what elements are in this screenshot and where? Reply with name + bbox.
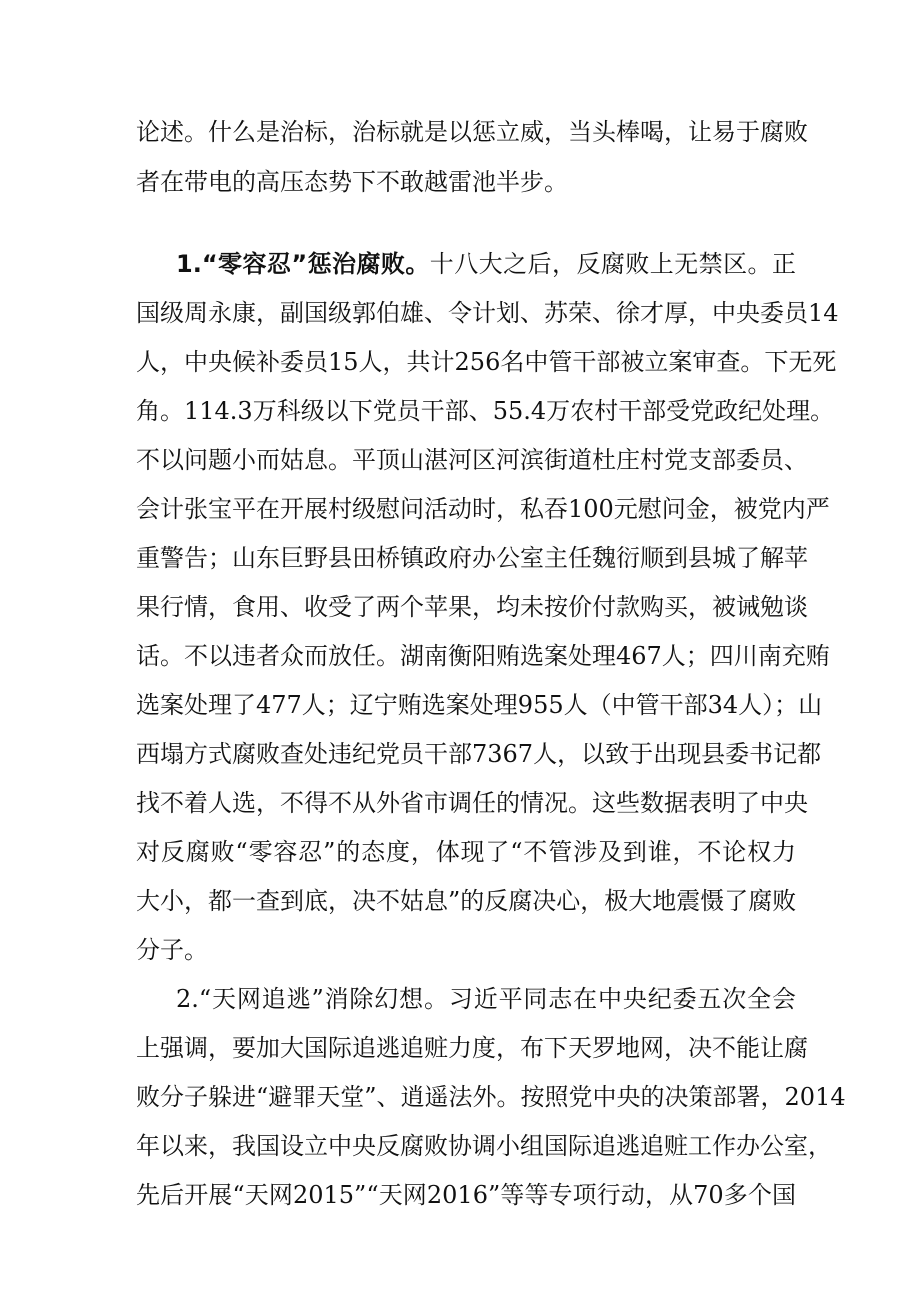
paragraph-line: 话。不以违者众而放任。湖南衡阳贿选案处理467人；四川南充贿: [136, 642, 830, 670]
paragraph-line: 上强调，要加大国际追逃追赃力度，布下天罗地网，决不能让腐: [136, 1034, 808, 1062]
paragraph-line: 论述。什么是治标，治标就是以惩立威，当头棒喝，让易于腐败: [136, 118, 808, 146]
paragraph-line: 找不着人选，不得不从外省市调任的情况。这些数据表明了中央: [136, 789, 808, 817]
paragraph-line: 选案处理了477人；辽宁贿选案处理955人（中管干部34人）；山: [136, 691, 823, 719]
paragraph-line: 大小，都一查到底，决不姑息”的反腐决心，极大地震慑了腐败: [136, 887, 797, 915]
section-1-heading: 1.“零容忍”惩治腐败。: [176, 250, 430, 278]
paragraph-line: 西塌方式腐败查处违纪党员干部7367人，以致于出现县委书记都: [136, 740, 822, 768]
paragraph-line: 败分子躲进“避罪天堂”、逍遥法外。按照党中央的决策部署，2014: [136, 1083, 846, 1111]
paragraph-line: 年以来，我国设立中央反腐败协调小组国际追逃追赃工作办公室，: [136, 1132, 832, 1160]
paragraph-line: 国级周永康，副国级郭伯雄、令计划、苏荣、徐才厚，中央委员14: [136, 299, 839, 327]
paragraph-line: 先后开展“天网2015”“天网2016”等等专项行动，从70多个国: [136, 1181, 796, 1209]
paragraph-line: 果行情，食用、收受了两个苹果，均未按价付款购买，被诫勉谈: [136, 593, 808, 621]
paragraph-line: 角。114.3万科级以下党员干部、55.4万农村干部受党政纪处理。: [136, 397, 835, 425]
section-1-first-line: [176, 244, 796, 284]
paragraph-line: 对反腐败“零容忍”的态度，体现了“不管涉及到谁，不论权力: [136, 838, 796, 866]
paragraph-line: 重警告；山东巨野县田桥镇政府办公室主任魏衍顺到县城了解苹: [136, 544, 808, 572]
paragraph-line: 不以问题小而姑息。平顶山湛河区河滨街道杜庄村党支部委员、: [136, 446, 808, 474]
section-2-first-line: 2.“天网追逃”消除幻想。习近平同志在中央纪委五次全会: [176, 985, 796, 1013]
paragraph-line: 分子。: [136, 936, 208, 964]
paragraph-line: 会计张宝平在开展村级慰问活动时，私吞100元慰问金，被党内严: [136, 495, 830, 523]
paragraph-line: 人，中央候补委员15人，共计256名中管干部被立案审查。下无死: [136, 348, 837, 376]
section-1-first-line-text: 十八大之后，反腐败上无禁区。正: [429, 250, 796, 278]
paragraph-line: 者在带电的高压态势下不敢越雷池半步。: [136, 168, 568, 196]
